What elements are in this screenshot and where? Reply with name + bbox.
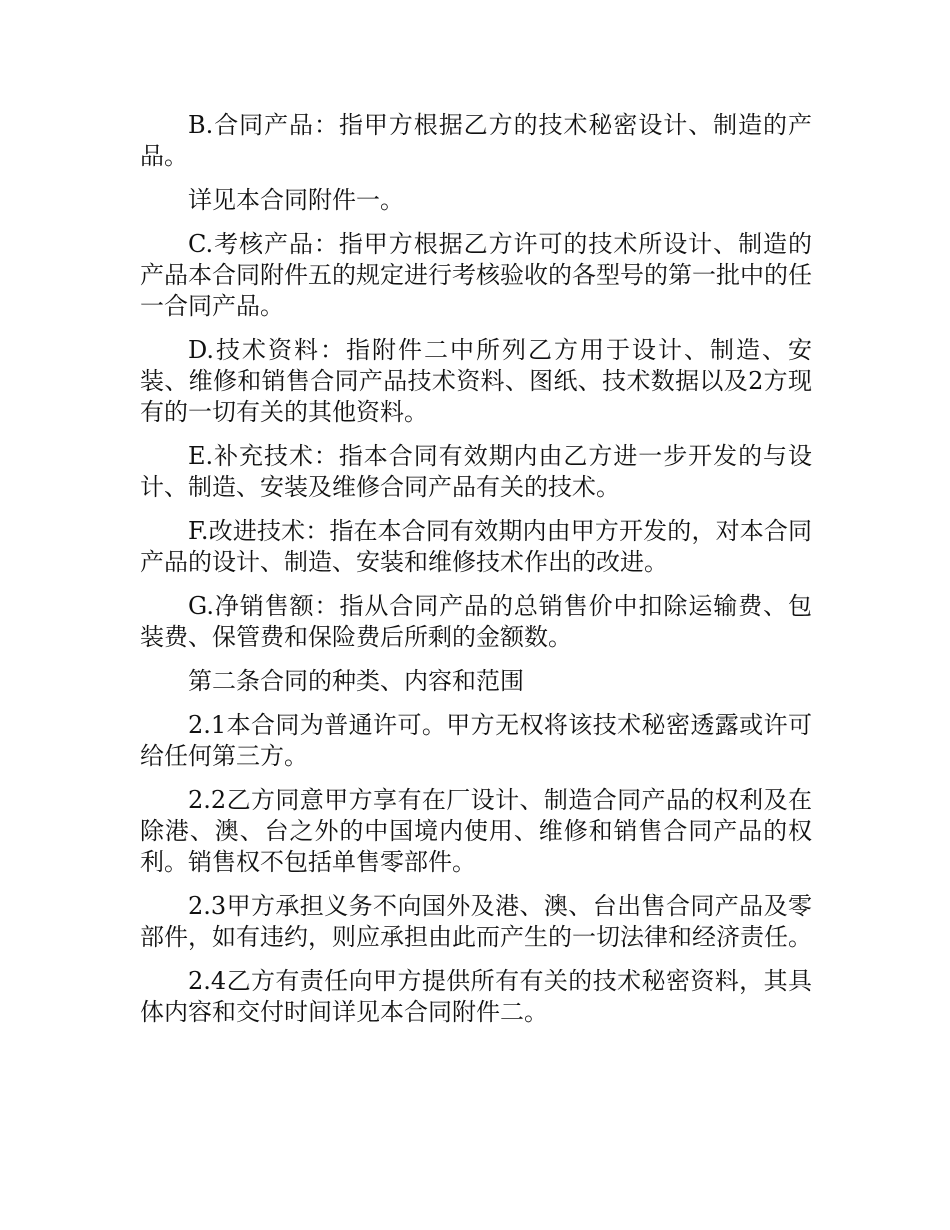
paragraph-clause-2-4: 2.4乙方有责任向甲方提供所有有关的技术秘密资料，其具体内容和交付时间详见本合同附件二。 — [140, 967, 812, 1026]
paragraph-definition-d: D.技术资料：指附件二中所列乙方用于设计、制造、安装、维修和销售合同产品技术资料、图纸、技术数据以及2方现有的一切有关的其他资料。 — [140, 336, 812, 426]
paragraph-clause-2-3: 2.3甲方承担义务不向国外及港、澳、台出售合同产品及零部件，如有违约，则应承担由此而产生的一切法律和经济责任。 — [140, 892, 812, 951]
paragraph-definition-c: C.考核产品：指甲方根据乙方许可的技术所设计、制造的产品本合同附件五的规定进行考核验收的各型号的第一批中的任一合同产品。 — [140, 230, 812, 320]
paragraph-definition-e: E.补充技术：指本合同有效期内由乙方进一步开发的与设计、制造、安装及维修合同产品有关的技术。 — [140, 442, 812, 501]
paragraph-definition-g: G.净销售额：指从合同产品的总销售价中扣除运输费、包装费、保管费和保险费后所剩的金额数。 — [140, 592, 812, 651]
paragraph-definition-b: B.合同产品：指甲方根据乙方的技术秘密设计、制造的产品。 — [140, 111, 812, 170]
section-heading-article-2: 第二条合同的种类、内容和范围 — [188, 667, 524, 695]
paragraph-definition-f: F.改进技术：指在本合同有效期内由甲方开发的，对本合同产品的设计、制造、安装和维修技术作出的改进。 — [140, 517, 812, 576]
document-body — [140, 110, 812, 1041]
paragraph-annex-reference: 详见本合同附件一。 — [188, 186, 404, 214]
paragraph-clause-2-2: 2.2乙方同意甲方享有在厂设计、制造合同产品的权利及在除港、澳、台之外的中国境内使用、维修和销售合同产品的权利。销售权不包括单售零部件。 — [140, 786, 812, 876]
paragraph-clause-2-1: 2.1本合同为普通许可。甲方无权将该技术秘密透露或许可给任何第三方。 — [140, 711, 812, 770]
